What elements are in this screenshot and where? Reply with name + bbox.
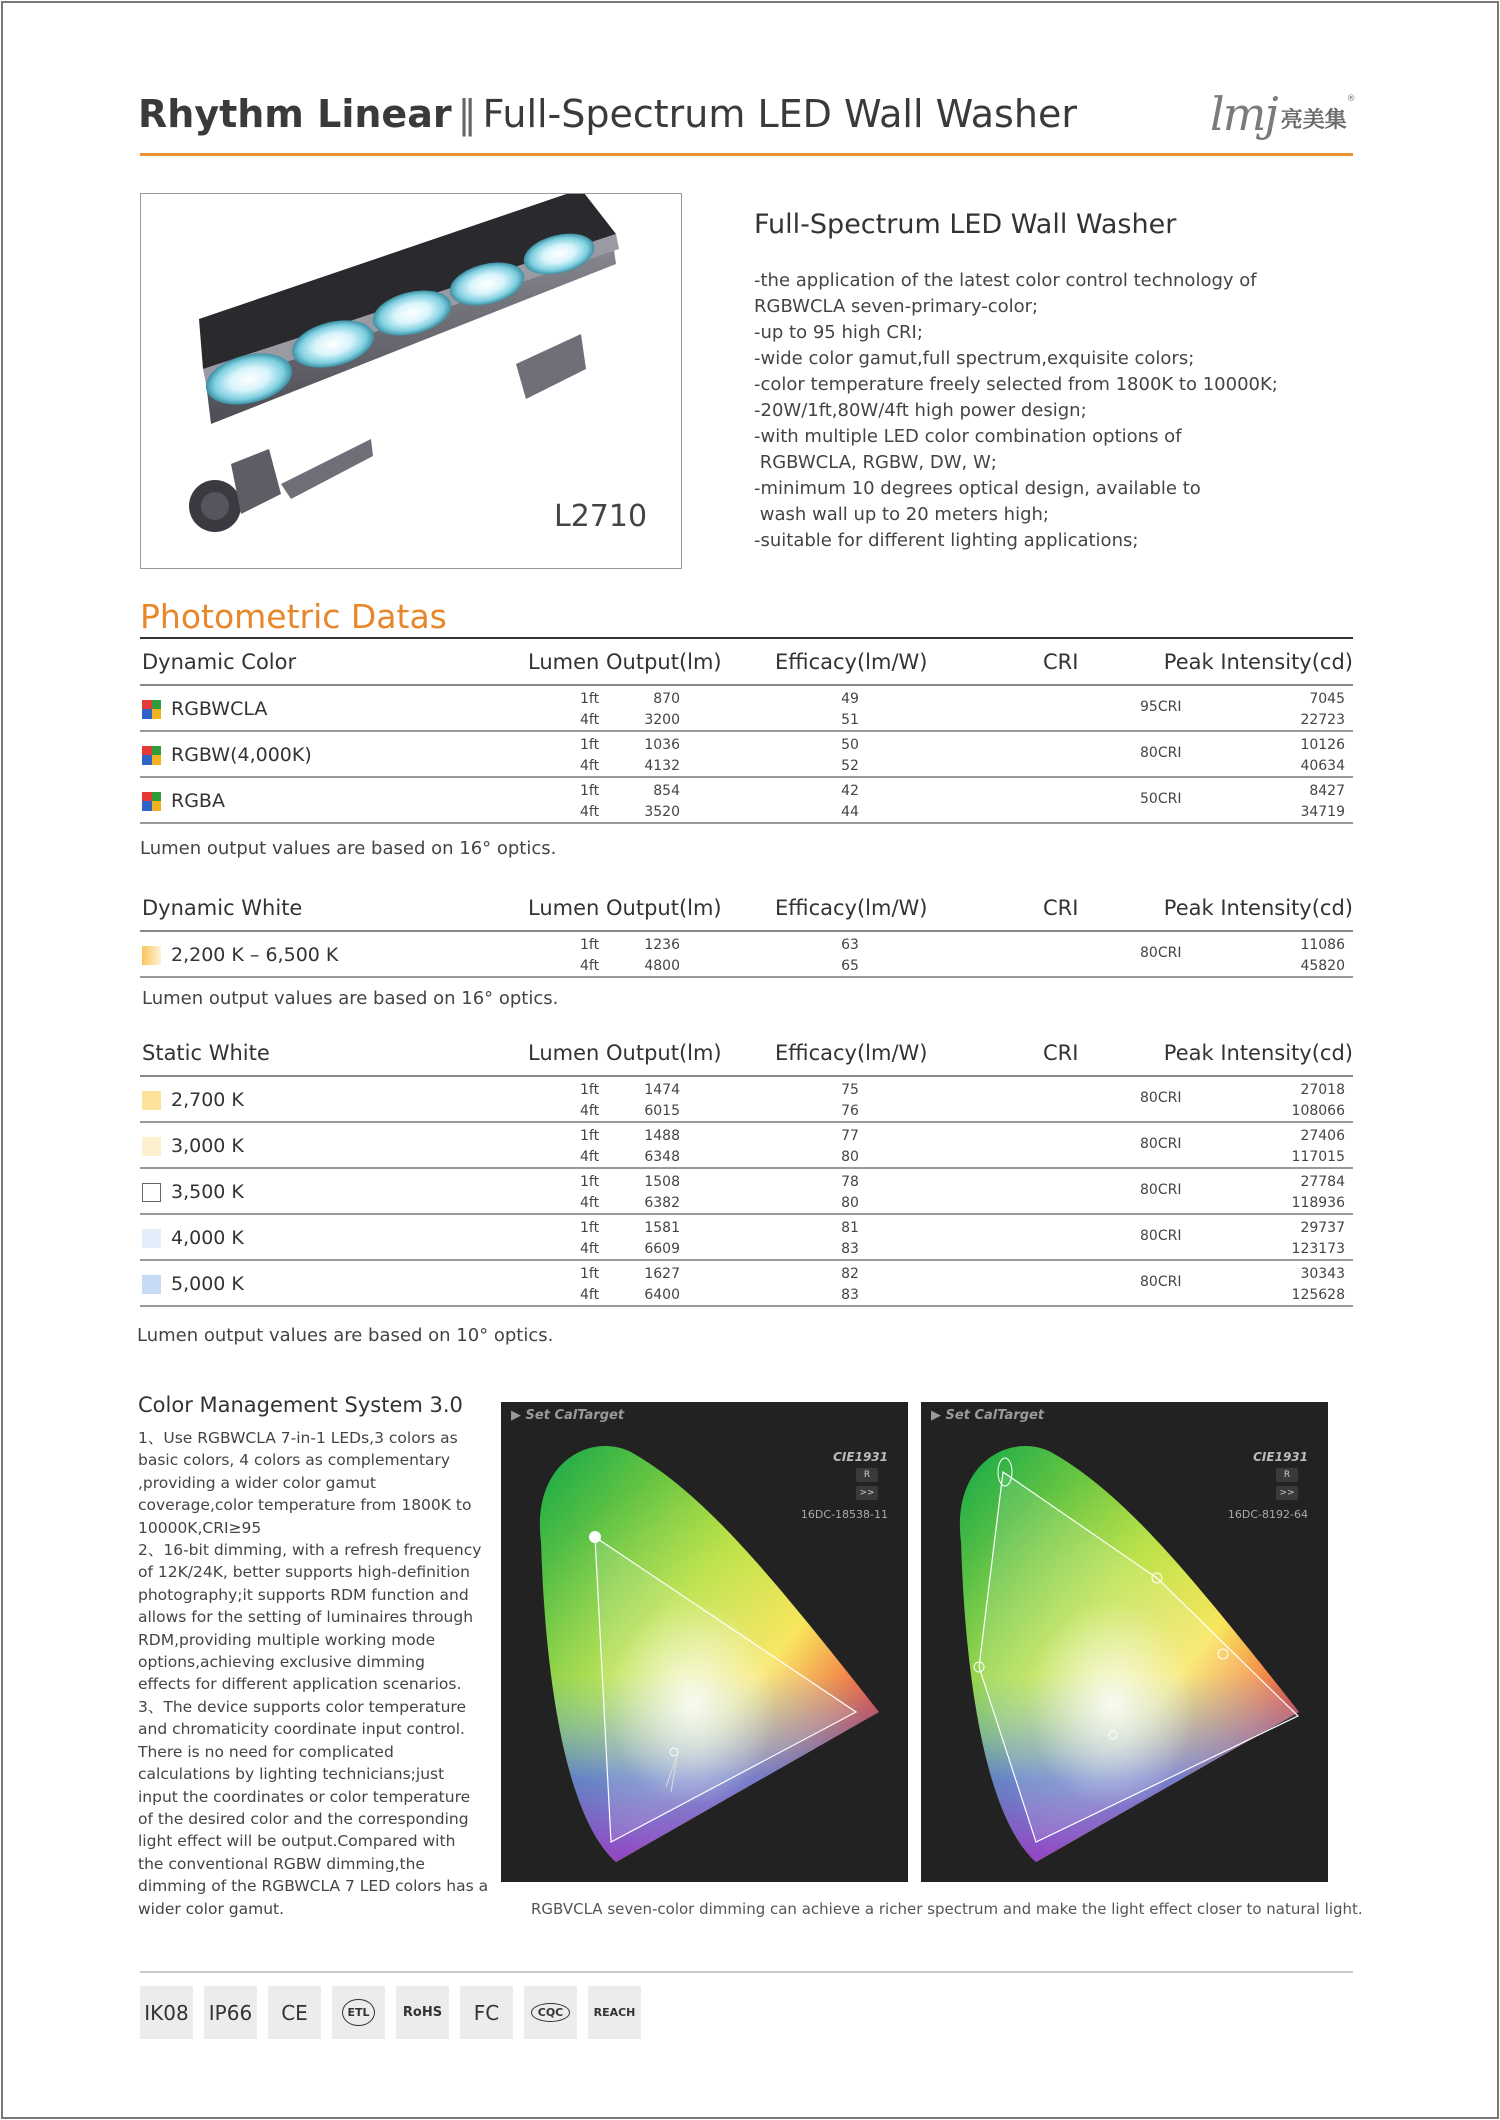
feature-line: -wide color gamut,full spectrum,exquisite colors; [754, 348, 1195, 369]
table-row [140, 1261, 1353, 1307]
size-value: 4ft [580, 1241, 600, 1257]
peak-value: 118936 [1291, 1195, 1345, 1211]
lumen-value: 1488 [644, 1128, 680, 1144]
feature-line: RGBWCLA seven-primary-color; [754, 296, 1039, 317]
size-cell [580, 1218, 610, 1260]
column-header: CRI [1043, 1041, 1079, 1065]
color-swatch-icon [142, 1183, 161, 1202]
column-header: Lumen Output(lm) [528, 1041, 722, 1065]
lumen-cell [620, 781, 680, 823]
size-value: 4ft [580, 958, 600, 974]
cie-next-button-right[interactable]: >> [1276, 1486, 1298, 1500]
cri-value: 50CRI [1140, 791, 1182, 807]
table-row [140, 1123, 1353, 1169]
cms-line: of 12K/24K, better supports high-definition [138, 1563, 470, 1582]
feature-line: wash wall up to 20 meters high; [754, 504, 1049, 525]
size-value: 1ft [580, 1266, 600, 1282]
logo-latin: lmj [1210, 87, 1277, 141]
cri-value: 80CRI [1140, 1274, 1182, 1290]
size-value: 4ft [580, 1195, 600, 1211]
column-header: Lumen Output(lm) [528, 896, 722, 920]
column-header: Lumen Output(lm) [528, 650, 722, 674]
cie-label-left: CIE1931 [833, 1450, 888, 1464]
row-label: 5,000 K [171, 1273, 244, 1295]
peak-value: 22723 [1300, 712, 1345, 728]
row-name [142, 1227, 244, 1249]
lumen-value: 1627 [644, 1266, 680, 1282]
features-title: Full-Spectrum LED Wall Washer [754, 209, 1177, 240]
title-separator: ‖ [457, 92, 477, 136]
table-static-white [140, 1033, 1353, 1307]
lumen-value: 1474 [644, 1082, 680, 1098]
table-header [140, 1033, 1353, 1075]
row-name [142, 1135, 244, 1157]
swatch-cell [152, 700, 162, 710]
column-header: Efficacy(lm/W) [775, 650, 928, 674]
column-header: CRI [1043, 650, 1079, 674]
product-image [140, 193, 682, 569]
size-value: 1ft [580, 737, 600, 753]
size-cell [580, 1080, 610, 1122]
efficacy-value: 51 [841, 712, 859, 728]
peak-value: 29737 [1300, 1220, 1345, 1236]
swatch-cell [152, 755, 162, 765]
cms-line: photography;it supports RDM function and [138, 1585, 469, 1604]
peak-cell [1253, 735, 1345, 777]
cms-line: light effect will be output.Compared with [138, 1832, 456, 1851]
efficacy-value: 63 [841, 937, 859, 953]
column-header: Peak Intensity(cd) [1163, 650, 1353, 674]
row-name [142, 1089, 244, 1111]
efficacy-value: 81 [841, 1220, 859, 1236]
table-row [140, 932, 1353, 978]
peak-value: 30343 [1300, 1266, 1345, 1282]
efficacy-value: 76 [841, 1103, 859, 1119]
row-name [142, 698, 267, 720]
size-value: 1ft [580, 691, 600, 707]
color-swatch-icon [142, 746, 161, 765]
peak-value: 40634 [1300, 758, 1345, 774]
lumen-value: 4800 [644, 958, 680, 974]
cms-line: RDM,providing multiple working mode [138, 1630, 436, 1649]
efficacy-cell [820, 1264, 880, 1306]
efficacy-value: 83 [841, 1287, 859, 1303]
row-label: 4,000 K [171, 1227, 244, 1249]
cms-line: input the coordinates or color temperature [138, 1787, 471, 1806]
peak-cell [1253, 935, 1345, 977]
lumen-cell [620, 1264, 680, 1306]
table-row [140, 778, 1353, 824]
column-header: Efficacy(lm/W) [775, 1041, 928, 1065]
lumen-value: 870 [653, 691, 680, 707]
table-row [140, 1077, 1353, 1123]
cms-line: effects for different application scenarios. [138, 1675, 462, 1694]
cert-badge-ip66: IP66 [204, 1986, 257, 2039]
logo-chinese: 亮美集 [1280, 108, 1347, 133]
size-cell [580, 735, 610, 777]
cms-line: and chromaticity coordinate input control. [138, 1720, 465, 1739]
cie-diagram-left [501, 1402, 908, 1882]
color-swatch-icon [142, 1229, 161, 1248]
size-value: 1ft [580, 937, 600, 953]
logo-registered-mark: ® [1346, 94, 1356, 104]
efficacy-value: 75 [841, 1082, 859, 1098]
color-swatch-icon [142, 700, 161, 719]
peak-cell [1253, 689, 1345, 731]
features-list [754, 268, 1314, 554]
lumen-cell [620, 735, 680, 777]
cms-line: calculations by lighting technicians;just [138, 1765, 445, 1784]
table-row [140, 1169, 1353, 1215]
cms-line: 10000K,CRI≥95 [138, 1518, 262, 1537]
cie-chart-right [921, 1402, 1328, 1882]
swatch-cell [142, 792, 152, 802]
color-management-title: Color Management System 3.0 [138, 1393, 463, 1417]
size-cell [580, 1126, 610, 1168]
cms-line: allows for the setting of luminaires through [138, 1608, 474, 1627]
feature-line: -up to 95 high CRI; [754, 322, 923, 343]
row-label: 3,500 K [171, 1181, 244, 1203]
efficacy-cell [820, 689, 880, 731]
efficacy-value: 65 [841, 958, 859, 974]
etl-label: ETL [342, 1999, 374, 2026]
footer-rule [140, 1971, 1353, 1973]
efficacy-value: 44 [841, 804, 859, 820]
column-header: Peak Intensity(cd) [1163, 896, 1353, 920]
color-swatch-icon [142, 1137, 161, 1156]
peak-cell [1253, 1080, 1345, 1122]
efficacy-value: 80 [841, 1149, 859, 1165]
row-name [142, 790, 225, 812]
peak-cell [1253, 1218, 1345, 1260]
cri-value: 80CRI [1140, 745, 1182, 761]
photometric-rule [140, 637, 1353, 639]
size-value: 4ft [580, 758, 600, 774]
cert-badge-reach: REACH [588, 1986, 641, 2039]
cie-chart-left [501, 1402, 908, 1882]
row-name [142, 944, 338, 966]
row-label: RGBW(4,000K) [171, 744, 312, 766]
cms-line: dimming of the RGBWCLA 7 LED colors has a [138, 1877, 489, 1896]
cms-line: of the desired color and the corresponding [138, 1809, 469, 1828]
feature-line: -color temperature freely selected from 1800K to 10000K; [754, 374, 1278, 395]
size-value: 4ft [580, 1103, 600, 1119]
efficacy-cell [820, 1126, 880, 1168]
table-dynamic-color [140, 642, 1353, 824]
peak-value: 34719 [1300, 804, 1345, 820]
cms-line: the conventional RGBW dimming,the [138, 1854, 425, 1873]
cri-value: 80CRI [1140, 1136, 1182, 1152]
cri-value: 80CRI [1140, 945, 1182, 961]
row-label: RGBWCLA [171, 698, 268, 720]
lumen-cell [620, 935, 680, 977]
column-header: Efficacy(lm/W) [775, 896, 928, 920]
efficacy-cell [820, 1080, 880, 1122]
row-label: 2,700 K [171, 1089, 244, 1111]
color-swatch-icon [142, 792, 161, 811]
size-value: 1ft [580, 1174, 600, 1190]
peak-cell [1253, 1172, 1345, 1214]
swatch-cell [142, 755, 152, 765]
cert-badge-rohs: RoHS [396, 1986, 449, 2039]
peak-value: 125628 [1291, 1287, 1345, 1303]
table-header [140, 642, 1353, 684]
color-swatch-icon [142, 1091, 161, 1110]
cms-line: coverage,color temperature from 1800K to [138, 1496, 472, 1515]
peak-value: 27784 [1300, 1174, 1345, 1190]
table-dynamic-white [140, 888, 1353, 978]
lumen-value: 6348 [644, 1149, 680, 1165]
size-value: 1ft [580, 1128, 600, 1144]
cie-device-id-right: 16DC-8192-64 [1227, 1508, 1308, 1521]
efficacy-value: 52 [841, 758, 859, 774]
feature-line: -suitable for different lighting applications; [754, 530, 1139, 551]
size-cell [580, 689, 610, 731]
cie-header-left: ▶ Set CalTarget [511, 1408, 625, 1423]
lumen-value: 6382 [644, 1195, 680, 1211]
certification-badges [140, 1986, 641, 2039]
peak-value: 123173 [1291, 1241, 1345, 1257]
swatch-cell [142, 801, 152, 811]
peak-cell [1253, 781, 1345, 823]
column-header: Peak Intensity(cd) [1163, 1041, 1353, 1065]
title-product-line: Rhythm Linear [138, 92, 452, 136]
feature-line: RGBWCLA, RGBW, DW, W; [754, 452, 997, 473]
feature-line: -with multiple LED color combination options of [754, 426, 1182, 447]
color-swatch-icon [142, 1275, 161, 1294]
peak-value: 108066 [1291, 1103, 1345, 1119]
cie-header-text-right: Set CalTarget [945, 1408, 1045, 1423]
lumen-value: 854 [653, 783, 680, 799]
size-cell [580, 1172, 610, 1214]
cert-badge-ce: CE [268, 1986, 321, 2039]
cms-line: 3、The device supports color temperature [138, 1697, 466, 1716]
cert-badge-etl [332, 1986, 385, 2039]
optics-note: Lumen output values are based on 10° optics. [137, 1325, 554, 1346]
table-row [140, 732, 1353, 778]
section-heading: Static White [142, 1041, 270, 1065]
efficacy-value: 80 [841, 1195, 859, 1211]
color-management-text [138, 1427, 489, 1920]
cie-label-right: CIE1931 [1253, 1450, 1308, 1464]
swatch-cell [142, 709, 152, 719]
lumen-value: 3200 [644, 712, 680, 728]
cie-diagram-right [921, 1402, 1328, 1882]
cms-line: wider color gamut. [138, 1899, 285, 1918]
feature-line: -minimum 10 degrees optical design, available to [754, 478, 1201, 499]
cri-value: 80CRI [1140, 1090, 1182, 1106]
feature-line: -the application of the latest color control technology of [754, 270, 1257, 291]
peak-value: 10126 [1300, 737, 1345, 753]
table-row [140, 686, 1353, 732]
row-name [142, 1181, 244, 1203]
photometric-title: Photometric Datas [140, 597, 447, 636]
cms-line: 2、16-bit dimming, with a refresh frequency [138, 1541, 482, 1560]
lumen-value: 4132 [644, 758, 680, 774]
cri-value: 80CRI [1140, 1228, 1182, 1244]
lumen-cell [620, 1080, 680, 1122]
cqc-label: CQC [531, 2003, 571, 2022]
efficacy-cell [820, 1172, 880, 1214]
row-name [142, 744, 312, 766]
size-cell [580, 781, 610, 823]
cie-header-text-left: Set CalTarget [525, 1408, 625, 1423]
efficacy-cell [820, 1218, 880, 1260]
lumen-value: 3520 [644, 804, 680, 820]
lumen-value: 1236 [644, 937, 680, 953]
size-cell [580, 1264, 610, 1306]
efficacy-cell [820, 935, 880, 977]
cms-line: ,providing a wider color gamut [138, 1473, 377, 1492]
cms-line: options,achieving exclusive dimming [138, 1653, 425, 1672]
efficacy-value: 42 [841, 783, 859, 799]
size-value: 1ft [580, 1220, 600, 1236]
swatch-cell [152, 792, 162, 802]
efficacy-value: 50 [841, 737, 859, 753]
cri-value: 95CRI [1140, 699, 1182, 715]
cert-badge-ik08: IK08 [140, 1986, 193, 2039]
cie-header-right: ▶ Set CalTarget [931, 1408, 1045, 1423]
size-value: 1ft [580, 1082, 600, 1098]
efficacy-value: 78 [841, 1174, 859, 1190]
page-title [138, 92, 1077, 136]
product-model-number: L2710 [554, 499, 648, 534]
header-rule [140, 153, 1353, 156]
lumen-cell [620, 1172, 680, 1214]
efficacy-value: 77 [841, 1128, 859, 1144]
lumen-value: 1508 [644, 1174, 680, 1190]
peak-value: 27406 [1300, 1128, 1345, 1144]
lumen-value: 6609 [644, 1241, 680, 1257]
size-value: 4ft [580, 804, 600, 820]
efficacy-value: 82 [841, 1266, 859, 1282]
efficacy-value: 83 [841, 1241, 859, 1257]
cms-line: There is no need for complicated [138, 1742, 394, 1761]
swatch-cell [142, 746, 152, 756]
lumen-value: 6400 [644, 1287, 680, 1303]
efficacy-cell [820, 735, 880, 777]
swatch-cell [152, 709, 162, 719]
optics-note: Lumen output values are based on 16° optics. [140, 838, 557, 859]
row-label: 2,200 K – 6,500 K [171, 944, 339, 966]
lumen-cell [620, 1218, 680, 1260]
peak-value: 11086 [1300, 937, 1345, 953]
size-value: 1ft [580, 783, 600, 799]
lumen-cell [620, 689, 680, 731]
swatch-cell [142, 700, 152, 710]
size-cell [580, 935, 610, 977]
lumen-cell [620, 1126, 680, 1168]
efficacy-cell [820, 781, 880, 823]
size-value: 4ft [580, 1149, 600, 1165]
lumen-value: 6015 [644, 1103, 680, 1119]
lumen-value: 1581 [644, 1220, 680, 1236]
peak-cell [1253, 1264, 1345, 1306]
cms-line: 1、Use RGBWCLA 7-in-1 LEDs,3 colors as [138, 1429, 458, 1447]
cri-value: 80CRI [1140, 1182, 1182, 1198]
column-header: CRI [1043, 896, 1079, 920]
table-row [140, 1215, 1353, 1261]
row-label: 3,000 K [171, 1135, 244, 1157]
color-swatch-icon [142, 946, 161, 965]
cms-line: basic colors, 4 colors as complementary [138, 1451, 451, 1470]
peak-value: 45820 [1300, 958, 1345, 974]
cie-caption: RGBVCLA seven-color dimming can achieve a richer spectrum and make the light effect closer to natural light. [531, 1900, 1363, 1918]
cie-r-button-left[interactable]: R [856, 1468, 878, 1482]
row-name [142, 1273, 244, 1295]
peak-value: 8427 [1309, 783, 1345, 799]
brand-logo [1210, 87, 1356, 141]
cie-next-button-left[interactable]: >> [856, 1486, 878, 1500]
lumen-value: 1036 [644, 737, 680, 753]
section-heading: Dynamic White [142, 896, 303, 920]
title-product-type: Full-Spectrum LED Wall Washer [482, 92, 1077, 136]
peak-value: 27018 [1300, 1082, 1345, 1098]
cie-r-button-right[interactable]: R [1276, 1468, 1298, 1482]
peak-value: 7045 [1309, 691, 1345, 707]
size-value: 4ft [580, 1287, 600, 1303]
efficacy-value: 49 [841, 691, 859, 707]
size-value: 4ft [580, 712, 600, 728]
row-label: RGBA [171, 790, 225, 812]
peak-cell [1253, 1126, 1345, 1168]
cie-device-id-left: 16DC-18538-11 [800, 1508, 888, 1521]
swatch-cell [152, 801, 162, 811]
feature-line: -20W/1ft,80W/4ft high power design; [754, 400, 1087, 421]
cert-badge-cqc [524, 1986, 577, 2039]
cert-badge-fc: FC [460, 1986, 513, 2039]
section-heading: Dynamic Color [142, 650, 297, 674]
swatch-cell [152, 746, 162, 756]
peak-value: 117015 [1291, 1149, 1345, 1165]
table-header [140, 888, 1353, 930]
optics-note: Lumen output values are based on 16° optics. [142, 988, 559, 1009]
